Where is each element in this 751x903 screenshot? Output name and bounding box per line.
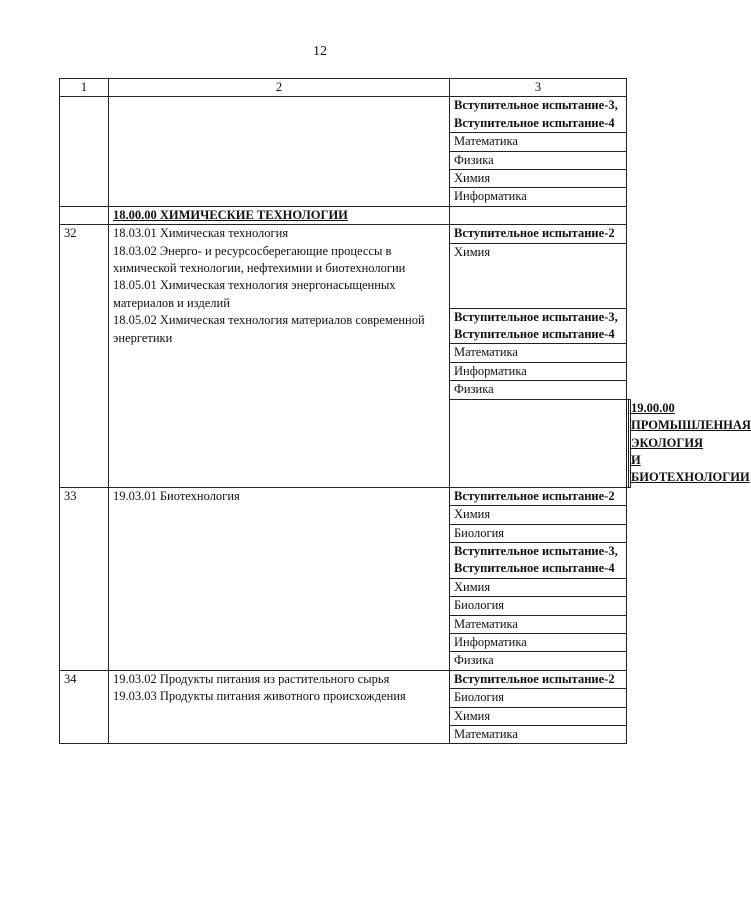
subject-cell: Математика [450, 726, 627, 744]
admission-exams-table [59, 78, 751, 744]
page-number: 12 [313, 44, 327, 59]
table-row [60, 670, 631, 688]
program-item: 19.03.03 Продукты питания животного происхождения [113, 689, 406, 704]
subject-cell: Информатика [450, 633, 627, 651]
programs-cell [109, 97, 450, 206]
program-item: 19.03.01 Биотехнология [113, 488, 240, 503]
subject-cell: Информатика [450, 188, 627, 206]
header-col-1: 1 [60, 79, 109, 97]
exam-label: Вступительное испытание-2 [450, 225, 627, 243]
subject-cell: Химия [450, 707, 627, 725]
row-number-cell [60, 97, 109, 206]
programs-cell [109, 487, 450, 670]
subject-cell: Информатика [450, 362, 627, 380]
subject-cell: Биология [450, 597, 627, 615]
subject-cell: Химия [450, 506, 627, 524]
subject-cell: Математика [450, 615, 627, 633]
exam-label: Вступительное испытание-3, Вступительное испытание-4 [450, 308, 627, 344]
subject-cell: Химия [450, 243, 627, 308]
exam-label: Вступительное испытание-2 [450, 487, 627, 505]
header-col-3: 3 [450, 79, 627, 97]
section-row [60, 206, 631, 224]
table-header-row [60, 79, 631, 97]
exam-label: Вступительное испытание-3, Вступительное испытание-4 [450, 97, 627, 133]
subject-cell: Химия [450, 578, 627, 596]
exam-label: Вступительное испытание-2 [450, 670, 627, 688]
row-number: 32 [60, 225, 109, 487]
programs-cell [109, 670, 450, 744]
programs-cell [109, 225, 450, 487]
program-item: 18.03.01 Химическая технология [113, 226, 289, 241]
section-title: 19.00.00 ПРОМЫШЛЕННАЯ ЭКОЛОГИЯ И БИОТЕХНОЛОГИИ [627, 399, 629, 487]
table-row [60, 487, 631, 505]
program-item: 18.05.02 Химическая технология материалов современной энергетики [113, 313, 425, 345]
subject-cell: Физика [450, 652, 627, 670]
subject-cell: Химия [450, 170, 627, 188]
table-row [60, 97, 631, 133]
section-title: 18.00.00 ХИМИЧЕСКИЕ ТЕХНОЛОГИИ [109, 206, 450, 224]
program-item: 18.05.01 Химическая технология энергонасыщенных материалов и изделий [113, 278, 396, 310]
subject-cell: Физика [450, 151, 627, 169]
subject-cell: Биология [450, 524, 627, 542]
subject-cell: Физика [450, 381, 627, 399]
header-col-2: 2 [109, 79, 450, 97]
program-item: 18.03.02 Энерго- и ресурсосберегающие процессы в химической технологии, нефтехимии и биотехнологии [113, 243, 406, 276]
subject-cell: Математика [450, 344, 627, 362]
row-number: 34 [60, 670, 109, 744]
subject-cell: Биология [450, 689, 627, 707]
program-item: 19.03.02 Продукты питания из растительного сырья [113, 671, 390, 686]
table-row [60, 225, 631, 243]
row-number: 33 [60, 487, 109, 670]
subject-cell: Математика [450, 133, 627, 151]
exam-label: Вступительное испытание-3, Вступительное испытание-4 [450, 542, 627, 578]
